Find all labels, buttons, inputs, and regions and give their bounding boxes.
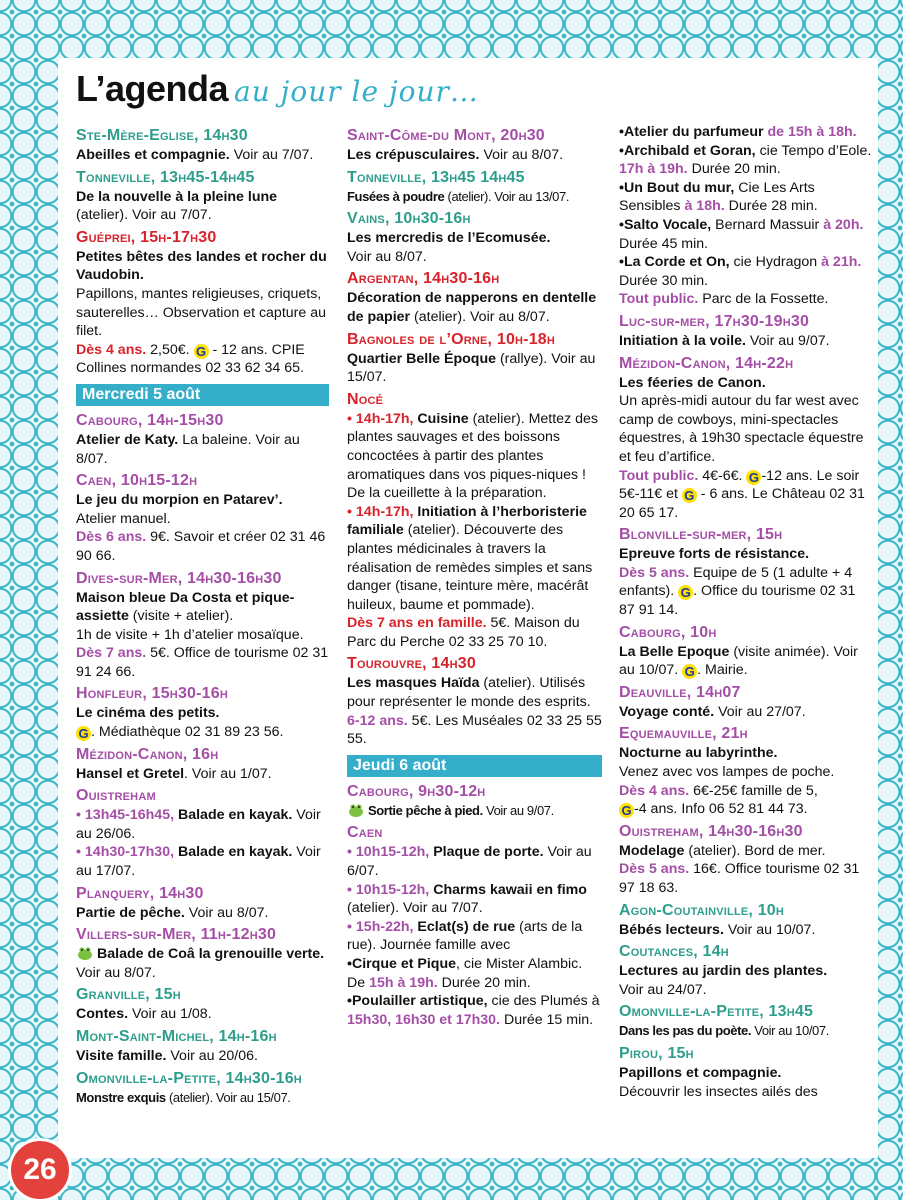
day-header: Mercredi 5 août xyxy=(76,384,329,406)
event-title: Nocé xyxy=(347,390,384,408)
event-body: Décoration de napperons en dentelle de papier (atelier). Voir au 8/07. xyxy=(347,290,597,325)
event-body: Hansel et Gretel. Voir au 1/07. xyxy=(76,765,272,782)
column-3 xyxy=(619,123,875,1101)
event-body: Les mercredis de l’Ecomusée. Voir au 8/07. xyxy=(347,230,551,265)
event-title: Pirou, 15h xyxy=(619,1044,694,1062)
event-title: Mézidon-Canon, 14h-22h xyxy=(619,354,794,372)
event-title: Granville, 15h xyxy=(76,986,181,1004)
event-body: Modelage (atelier). Bord de mer. Dès 5 ans. 16€. Office tourisme 02 31 97 18 63. xyxy=(619,842,860,896)
event-title: Mézidon-Canon, 16h xyxy=(76,745,219,763)
page-subtitle: au jour le jour… xyxy=(234,75,479,108)
event-title: Coutances, 14h xyxy=(619,943,729,961)
event-title: Dives-sur-Mer, 14h30-16h30 xyxy=(76,569,282,587)
event-body: Lectures au jardin des plantes. Voir au 24/07. xyxy=(619,963,828,998)
g-badge-icon: G xyxy=(746,470,761,485)
event-title: Cabourg, 9h30-12h xyxy=(347,782,486,800)
g-badge-icon: G xyxy=(678,585,693,600)
frog-icon xyxy=(76,946,94,961)
event-title: Blonville-sur-mer, 15h xyxy=(619,526,783,544)
event-title: Equemauville, 21h xyxy=(619,725,748,743)
event-body: Abeilles et compagnie. Voir au 7/07. xyxy=(76,147,314,163)
event-body: Visite famille. Voir au 20/06. xyxy=(76,1048,258,1064)
event-title: Guéprei, 15h-17h30 xyxy=(76,228,217,246)
event-title: Argentan, 14h30-16h xyxy=(347,270,500,288)
event-title: Tonneville, 13h45-14h45 xyxy=(76,168,255,186)
column-2 xyxy=(347,123,602,1029)
event-title: Villers-sur-Mer, 11h-12h30 xyxy=(76,926,277,944)
event-title: Ouistreham xyxy=(76,787,156,805)
event-body: Le jeu du morpion en Patarev’. Atelier manuel. Dès 6 ans. 9€. Savoir et créer 02 31 46 90 66. xyxy=(76,492,326,564)
event-body: Papillons et compagnie. Découvrir les insectes ailés des xyxy=(619,1064,818,1100)
event-body: La Belle Epoque (visite animée). Voir au 10/07. G . Mairie. xyxy=(619,643,858,680)
event-body: • 13h45-16h45, Balade en kayak. Voir au 26/06. • 14h30-17h30, Balade en kayak. Voir au 17/07. xyxy=(76,807,321,880)
event-title: Bagnoles de l’Orne, 10h-18h xyxy=(347,330,556,348)
event-body: Les crépusculaires. Voir au 8/07. xyxy=(347,147,564,163)
event-title: Saint-Côme-du Mont, 20h30 xyxy=(347,127,545,144)
event-body: Monstre exquis (atelier). Voir au 15/07. xyxy=(76,1089,291,1105)
g-badge-icon: G xyxy=(682,664,697,679)
g-badge-icon: G xyxy=(194,344,209,359)
event-body: Les masques Haïda (atelier). Utilisés pour représenter le monde des esprits. 6-12 ans. 5€. Les Muséales 02 33 25 55 55. xyxy=(347,675,602,748)
event-body: Fusées à poudre (atelier). Voir au 13/07. xyxy=(347,188,570,204)
event-body: Epreuve forts de résistance. Dès 5 ans. Equipe de 5 (1 adulte + 4 enfants). G . Office du tourisme 02 31 87 91 14. xyxy=(619,546,856,619)
event-title: Cabourg, 10h xyxy=(619,623,717,641)
event-body: Bébés lecteurs. Voir au 10/07. xyxy=(619,921,816,938)
g-badge-icon: G xyxy=(76,726,91,741)
event-title: Omonville-la-Petite, 14h30-16h xyxy=(76,1069,302,1087)
event-title: Planquery, 14h30 xyxy=(76,884,204,902)
g-badge-icon: G xyxy=(619,803,634,818)
frog-icon xyxy=(347,803,365,818)
page-number: 26 xyxy=(8,1138,72,1202)
event-title: Ouistreham, 14h30-16h30 xyxy=(619,822,803,840)
event-body: Maison bleue Da Costa et pique-assiette (visite + atelier). 1h de visite + 1h d’atelier mosaïque. Dès 7 ans. 5€. Office de tourisme 02 31 91 24 66. xyxy=(76,589,329,680)
page-header xyxy=(76,68,479,118)
event-title: Omonville-la-Petite, 13h45 xyxy=(619,1003,814,1021)
event-body: De la nouvelle à la pleine lune (atelier). Voir au 7/07. xyxy=(76,188,278,224)
event-title: Ste-Mère-Eglise, 14h30 xyxy=(76,127,248,144)
page-title: L’agenda xyxy=(76,68,229,109)
event-body: Contes. Voir au 1/08. xyxy=(76,1006,212,1023)
event-body: • 14h-17h, Cuisine (atelier). Mettez des plantes sauvages et des boissons concoctées à partir des plantes aromatiques dans vos piques-niques ! De la cueillette à la préparation. • 14h-17h, Initiation à l’herboristerie familiale (atelier). Découverte des plantes médicinales à travers la réalisation de remèdes simples et sans danger (tisane, teinture mère, macérât huileux, baume et pommade). Dès 7 ans en famille. 5€. Maison du Parc du Perche 02 33 25 70 10. xyxy=(347,410,598,650)
event-body: Petites bêtes des landes et rocher du Vaudobin. Papillons, mantes religieuses, criquets, sauterelles… Observation et capture au filet. Dès 4 ans. 2,50€. G - 12 ans. CPIE Collines normandes 02 33 62 34 65. xyxy=(76,248,327,377)
event-title: Tourouvre, 14h30 xyxy=(347,655,476,673)
event-title: Caen xyxy=(347,824,383,842)
event-title: Luc-sur-mer, 17h30-19h30 xyxy=(619,312,810,330)
event-title: Cabourg, 14h-15h30 xyxy=(76,411,224,429)
event-body: Balade de Coâ la grenouille verte. Voir au 8/07. xyxy=(76,946,325,981)
event-body: Sortie pêche à pied. Voir au 9/07. xyxy=(347,802,602,821)
event-title: Tonneville, 13h45 14h45 xyxy=(347,168,525,186)
g-badge-icon: G xyxy=(682,488,697,503)
event-body: Le cinéma des petits. G . Médiathèque 02 31 89 23 56. xyxy=(76,705,284,742)
event-body: Quartier Belle Époque (rallye). Voir au 15/07. xyxy=(347,350,596,386)
event-body: Initiation à la voile. Voir au 9/07. xyxy=(619,332,830,349)
event-title: Mont-Saint-Michel, 14h-16h xyxy=(76,1028,277,1045)
event-body: Voyage conté. Voir au 27/07. xyxy=(619,703,806,720)
event-body: Les féeries de Canon. Un après-midi autour du far west avec camp de cowboys, mini-spectacles équestres, à 19h30 spectacle équestre et feu d’artifice. Tout public. 4€-6€. G -12 ans. Le soir 5€-11€ et G - 6 ans. Le Château 02 31 20 65 17. xyxy=(619,374,865,521)
event-body: •Atelier du parfumeur de 15h à 18h. •Archibald et Goran, cie Tempo d’Eole. 17h à 19h. Durée 20 min. •Un Bout du mur, Cie Les Arts Sensibles à 18h. Durée 28 min. •Salto Vocale, Bernard Massuir à 20h. Durée 45 min. •La Corde et On, cie Hydragon à 21h. Durée 30 min. Tout public. Parc de la Fossette. xyxy=(619,124,872,308)
event-body: Dans les pas du poète. Voir au 10/07. xyxy=(619,1023,829,1039)
event-body: Nocturne au labyrinthe. Venez avec vos lampes de poche. Dès 4 ans. 6€-25€ famille de 5, G -4 ans. Info 06 52 81 44 73. xyxy=(619,745,835,819)
event-title: Caen, 10h15-12h xyxy=(76,472,198,490)
event-body: Atelier de Katy. La baleine. Voir au 8/07. xyxy=(76,431,300,467)
event-title: Agon-Coutainville, 10h xyxy=(619,901,785,919)
column-1 xyxy=(76,123,329,1107)
event-body: Partie de pêche. Voir au 8/07. xyxy=(76,904,269,921)
event-title: Honfleur, 15h30-16h xyxy=(76,685,229,703)
event-title: Vains, 10h30-16h xyxy=(347,210,471,228)
event-title: Deauville, 14h07 xyxy=(619,683,741,701)
day-header: Jeudi 6 août xyxy=(347,755,602,777)
event-body: • 10h15-12h, Plaque de porte. Voir au 6/07. • 10h15-12h, Charms kawaii en fimo (atelier). Voir au 7/07. • 15h-22h, Eclat(s) de rue (arts de la rue). Journée famille avec •Cirque et Pique, cie Mister Alambic. De 15h à 19h. Durée 20 min. •Poulailler artistique, cie des Plumés à 15h30, 16h30 et 17h30. Durée 15 min. xyxy=(347,844,600,1028)
